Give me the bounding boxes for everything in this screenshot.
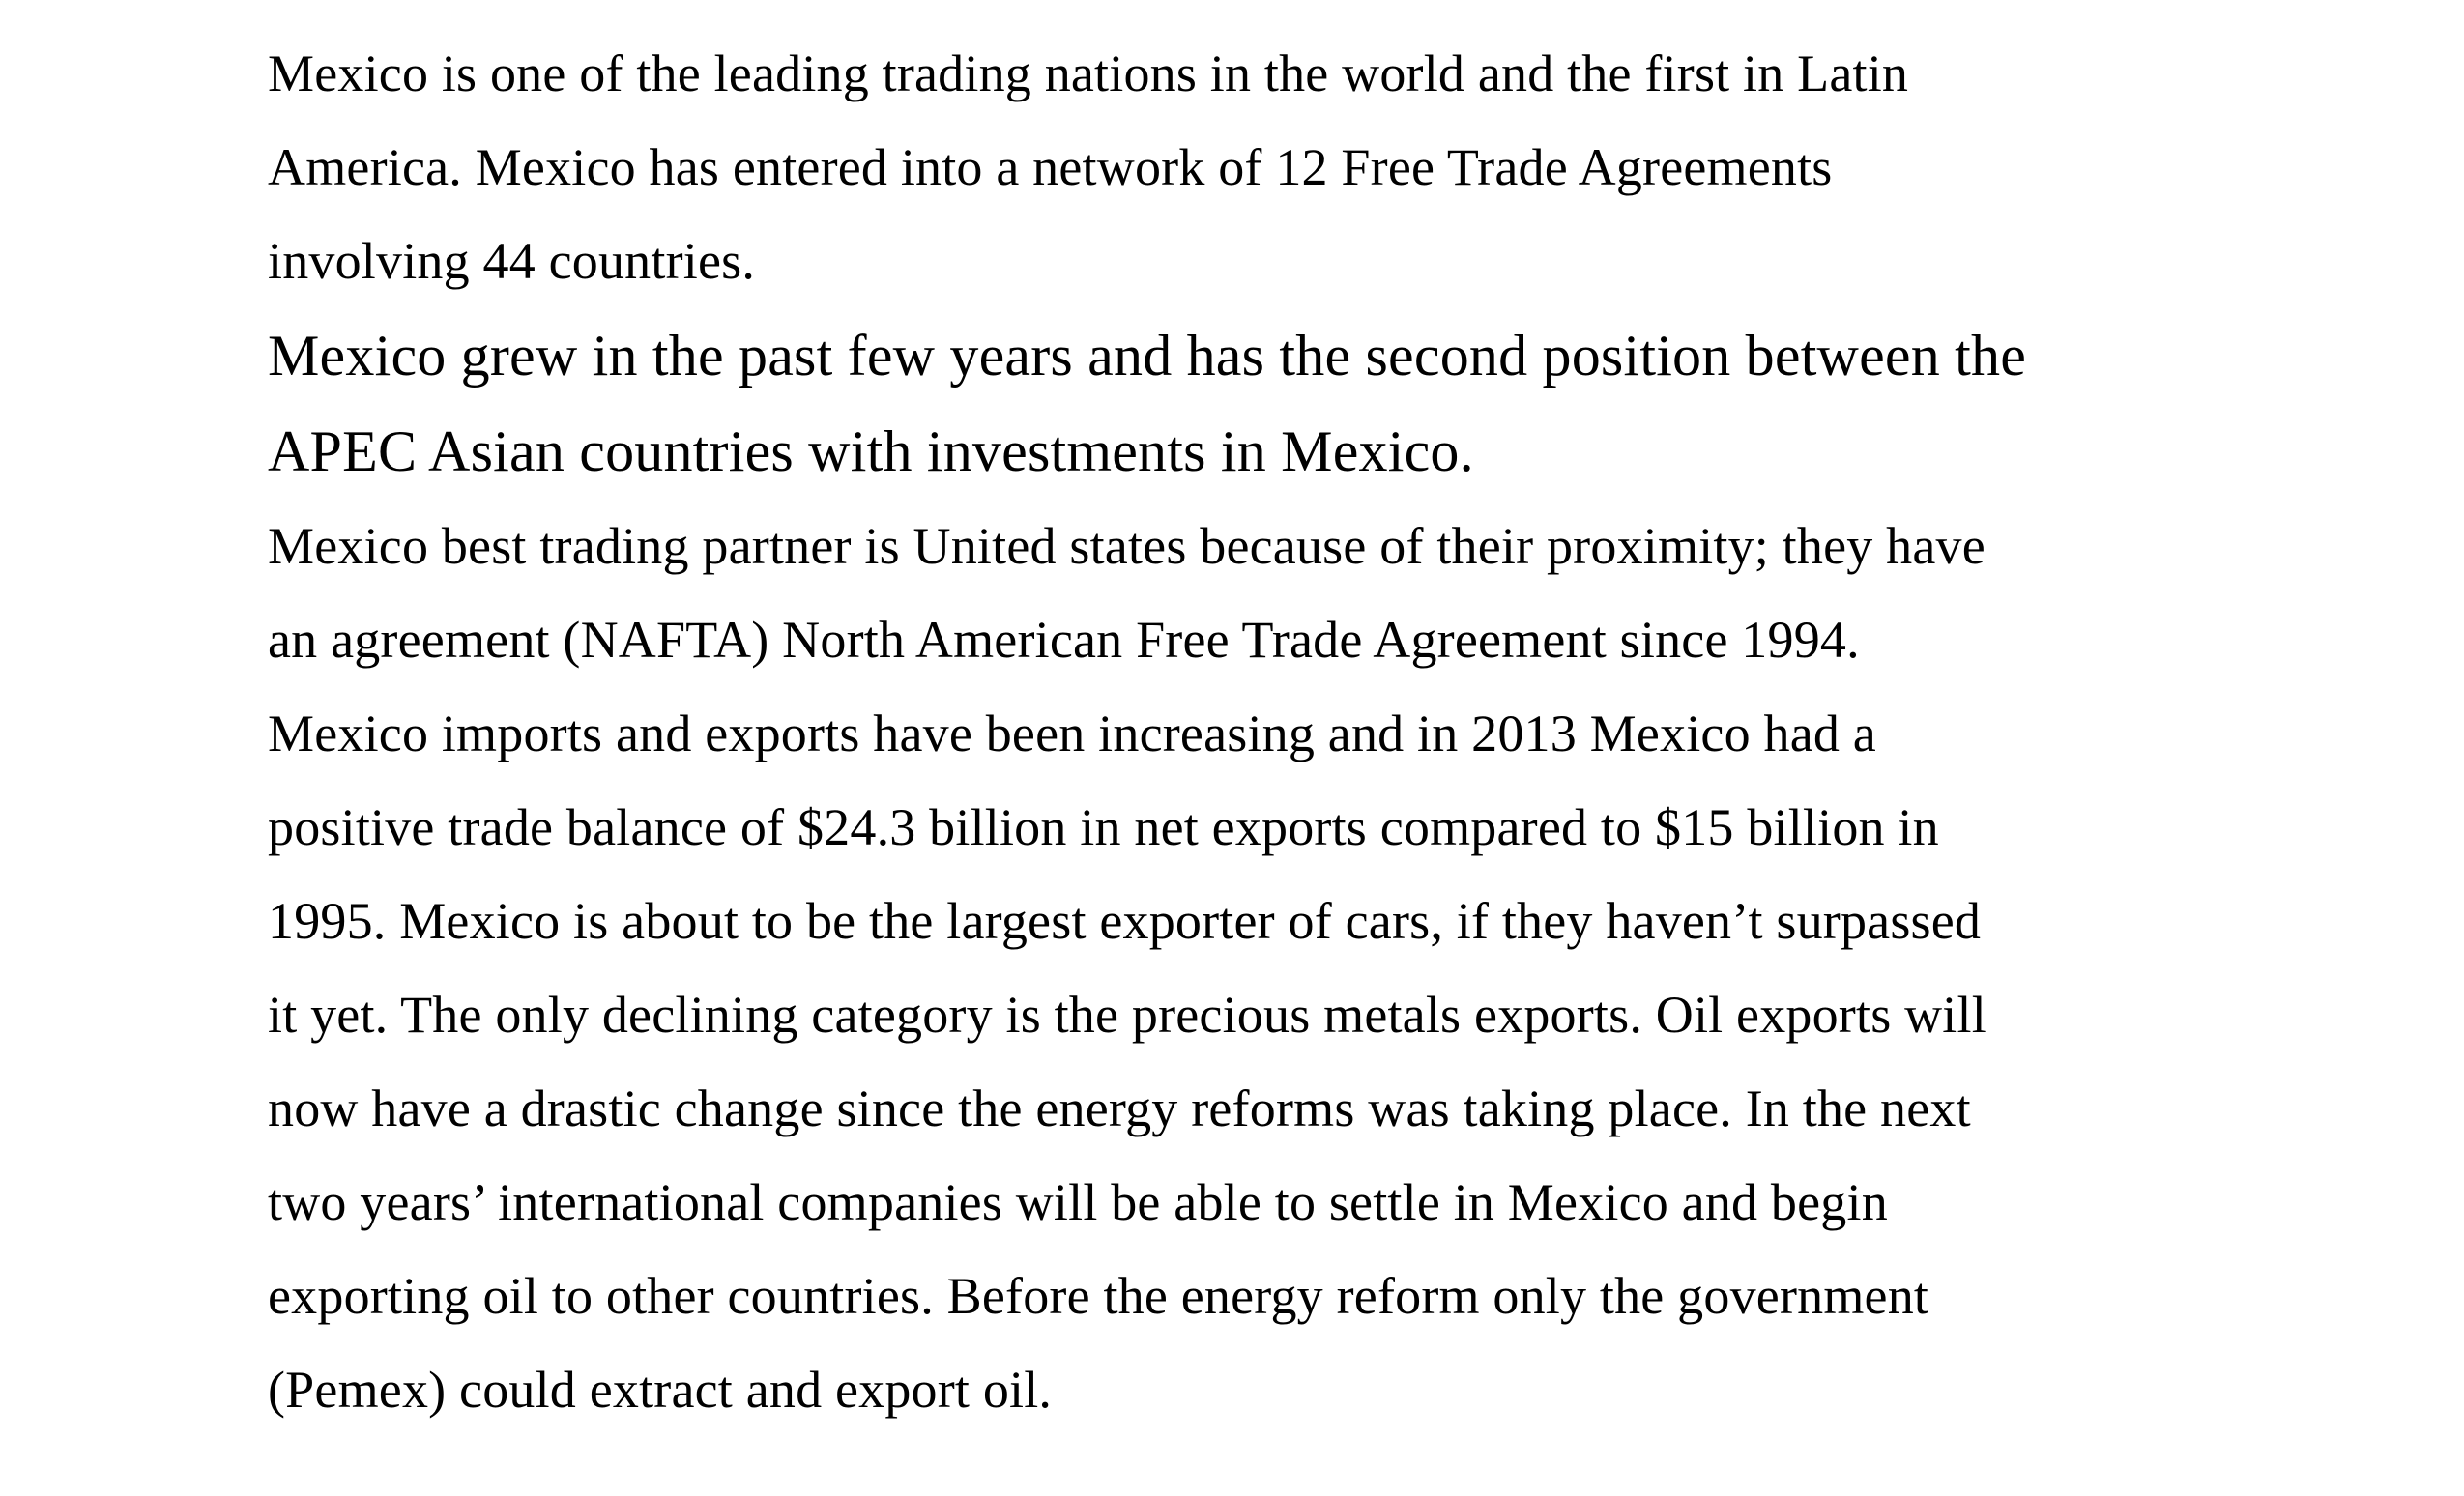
text-line: two years’ international companies will be able to settle in Mexico and begin <box>268 1173 1888 1231</box>
text-line: involving 44 countries. <box>268 232 756 290</box>
text-line: 1995. Mexico is about to be the largest exporter of cars, if they haven’t surpassed <box>268 892 1982 950</box>
text-line: Mexico best trading partner is United states because of their proximity; they have <box>268 517 1986 575</box>
paragraph-apec-growth <box>268 308 2309 500</box>
text-line: Mexico imports and exports have been increasing and in 2013 Mexico had a <box>268 705 1876 762</box>
text-line: Mexico grew in the past few years and has the second position between the <box>268 324 2027 388</box>
document-text-block <box>268 27 2309 1437</box>
text-line: it yet. The only declining category is the precious metals exports. Oil exports will <box>268 986 1986 1044</box>
text-line: now have a drastic change since the energy reforms was taking place. In the next <box>268 1079 1971 1137</box>
paragraph-nafta-exports <box>268 500 2309 1437</box>
text-line: positive trade balance of $24.3 billion in net exports compared to $15 billion in <box>268 798 1939 856</box>
text-line: Mexico is one of the leading trading nations in the world and the first in Latin <box>268 44 1909 102</box>
paragraph-trade-overview <box>268 27 2309 308</box>
text-line: (Pemex) could extract and export oil. <box>268 1361 1053 1419</box>
text-line: America. Mexico has entered into a network of 12 Free Trade Agreements <box>268 138 1833 196</box>
text-line: exporting oil to other countries. Before the energy reform only the government <box>268 1267 1929 1325</box>
text-line: an agreement (NAFTA) North American Free Trade Agreement since 1994. <box>268 611 1860 669</box>
text-line: APEC Asian countries with investments in Mexico. <box>268 419 1474 483</box>
